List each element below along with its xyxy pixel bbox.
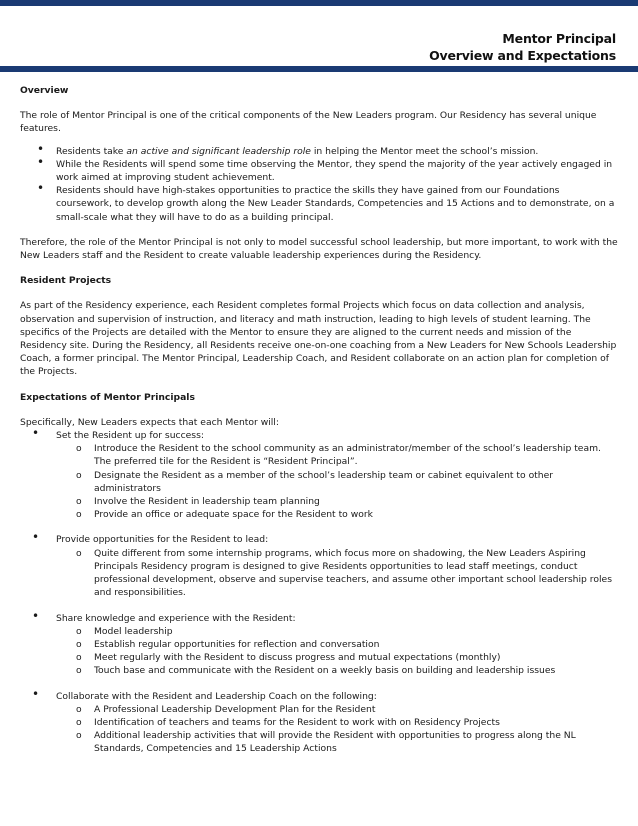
list-item: o Additional leadership activities that will provide the Resident with opportunities to progress along the NL Standards, Competencies and 15 Leadership Actions [76, 730, 576, 755]
expectation-group: • Share knowledge and experience with the Resident: [32, 608, 296, 624]
list-item: o Designate the Resident as a member of the school’s leadership team or cabinet equivalent to other administrators [76, 469, 554, 494]
overview-intro: The role of Mentor Principal is one of the critical components of the New Leaders program. Our Residency has several unique features. [20, 110, 597, 135]
list-item: • Residents should have high-stakes opportunities to practice the skills they have gained from our Foundations coursework, to develop growth along the New Leader Standards, Competencies and 15 Actions and to demonstrate, on a small-scale what they will have to do as a building principal. [37, 181, 615, 223]
list-item: o A Professional Leadership Development Plan for the Resident [76, 703, 376, 715]
list-item: o Touch base and communicate with the Resident on a weekly basis on building and leadership issues [76, 665, 556, 677]
list-item: • Residents take an active and significant leadership role in helping the Mentor meet the school’s mission. [37, 141, 539, 157]
overview-closing: Therefore, the role of the Mentor Principal is not only to model successful school leadership, but more important, to work with the New Leaders staff and the Resident to create valuable leadership experiences during the Residency. [20, 236, 618, 262]
list-item: o Introduce the Resident to the school community as an administrator/member of the school’s leadership team. The preferred tile for the Resident is “Resident Principal”. [76, 443, 601, 468]
list-item: o Identification of teachers and teams for the Resident to work with on Residency Projects [76, 716, 500, 728]
header-rule [0, 66, 638, 72]
list-item: o Involve the Resident in leadership team planning [76, 496, 320, 508]
expectations-intro: Specifically, New Leaders expects that each Mentor will: [20, 416, 279, 428]
section-heading-overview: Overview [20, 85, 69, 96]
list-item: • While the Residents will spend some time observing the Mentor, they spend the majority of the year actively engaged in work aimed at improving student achievement. [37, 154, 613, 184]
top-band [0, 0, 638, 6]
header-title: Mentor Principal [502, 31, 616, 46]
document-body [20, 84, 618, 756]
expectation-group: • Collaborate with the Resident and Leadership Coach on the following: [32, 686, 377, 702]
overview-bullets [20, 141, 618, 224]
section-heading-expectations: Expectations of Mentor Principals [20, 391, 195, 403]
list-item: o Model leadership [76, 625, 173, 637]
expectation-group: • Provide opportunities for the Resident to lead: [32, 530, 269, 546]
header-subtitle: Overview and Expectations [429, 48, 616, 63]
expectation-group: • Set the Resident up for success: [32, 426, 204, 442]
section-heading-projects: Resident Projects [20, 275, 112, 287]
document-header [429, 30, 616, 64]
list-item: o Meet regularly with the Resident to discuss progress and mutual expectations (monthly) [76, 652, 501, 664]
list-item: o Quite different from some internship programs, which focus more on shadowing, the New Leaders Aspiring Principals Residency program is designed to give Residents opportunities to lead staff meetings, conduct professional development, observe and supervise teachers, and assume other important school leadership roles and responsibilities. [76, 547, 612, 599]
list-item: o Establish regular opportunities for reflection and conversation [76, 638, 380, 650]
list-item: o Provide an office or adequate space for the Resident to work [76, 509, 373, 521]
projects-body: As part of the Residency experience, each Resident completes formal Projects which focus on data collection and analysis, observation and supervision of instruction, and literacy and math instruction, leading to high levels of student learning. The specifics of the Projects are detailed with the Mentor to ensure they are aligned to the current needs and mission of the Residency site. During the Residency, all Residents receive one-on-one coaching from a New Leaders for New Schools Leadership Coach, a former principal. The Mentor Principal, Leadership Coach, and Resident collaborate on an action plan for completion of the Projects. [20, 300, 617, 378]
